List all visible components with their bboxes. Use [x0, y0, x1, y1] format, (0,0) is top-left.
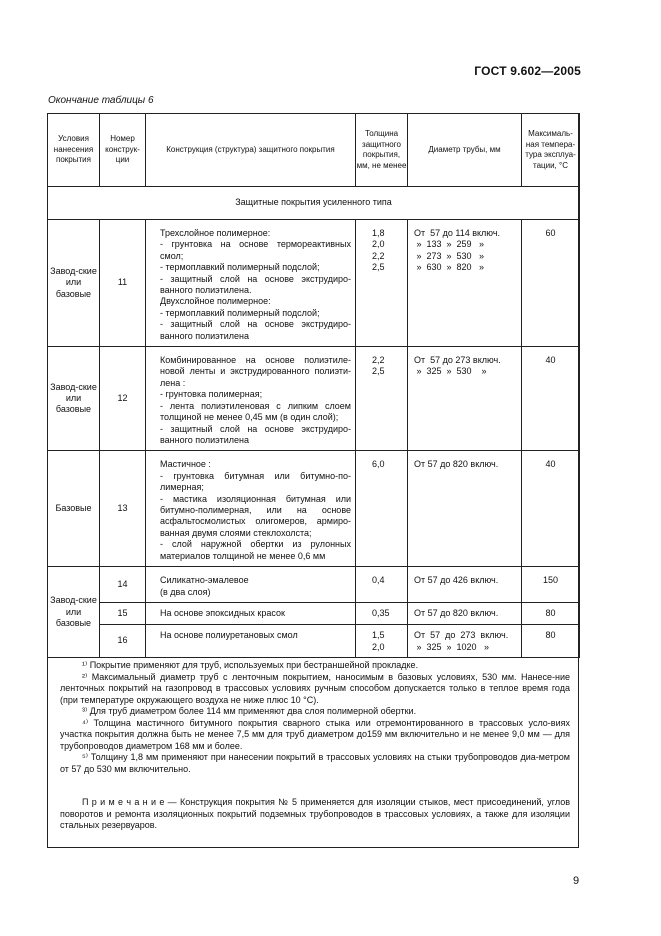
cell-condition: Базовые — [48, 451, 100, 567]
footnote: ⁵⁾ Толщину 1,8 мм применяют при нанесении покрытий в трассовых условиях на стыки трубопроводов диа-метром от 57 до 530 мм включительно. — [60, 752, 570, 774]
cell-construction — [146, 625, 356, 658]
footnote: ¹⁾ Покрытие применяют для труб, используемых при бестраншейной прокладке. — [82, 660, 419, 670]
construction-line: - защитный слой на основе экструдиро-ванного полиэтилена — [160, 319, 351, 341]
cell-thickness: 6,0 — [356, 451, 408, 567]
note-text: — Конструкция покрытия № 5 применяется для изоляции стыков, мест присоединений, углов поворотов и ремонта изоляционных покрытий подземных трубопроводов в трассовых условиях, а также для изоляции стальных резервуаров. — [60, 797, 570, 830]
construction-line: Трехслойное полимерное: — [160, 228, 271, 238]
cell-temperature: 40 — [522, 347, 580, 451]
construction-line: - термоплавкий полимерный подслой; — [160, 307, 320, 318]
page-number: 9 — [573, 875, 580, 887]
footnote: ³⁾ Для труб диаметром более 114 мм применяют два слоя полимерной обертки. — [82, 706, 417, 716]
construction-line: - грунтовка на основе термореактивных смол; — [160, 239, 351, 261]
cell-temperature: 80 — [522, 625, 580, 658]
construction-line: - слой наружной обертки из рулонных материалов толщиной не менее 0,6 мм — [160, 539, 351, 561]
table-row — [48, 625, 580, 658]
cell-construction — [146, 567, 356, 603]
cell-diameter: От 57 до 114 включ. » 133 » 259 » » 273 » 530 » » 630 » 820 » — [408, 220, 522, 347]
cell-temperature: 80 — [522, 603, 580, 625]
table-row — [48, 220, 580, 347]
construction-line: На основе полиуретановых смол — [160, 630, 298, 641]
section-title: Защитные покрытия усиленного типа — [48, 187, 580, 220]
construction-line: - лента полиэтиленовая с липким слоем толщиной не менее 0,45 мм (в один слой); — [160, 400, 351, 423]
construction-line: Мастичное : — [160, 459, 211, 470]
table-row — [48, 347, 580, 451]
cell-temperature: 150 — [522, 567, 580, 603]
cell-thickness: 1,8 2,0 2,2 2,5 — [356, 220, 408, 347]
cell-temperature: 40 — [522, 451, 580, 567]
cell-diameter: От 57 до 273 включ. » 325 » 530 » — [408, 347, 522, 451]
construction-line: - грунтовка битумная или битумно-по-лимерная; — [160, 470, 351, 493]
construction-line: Комбинированное на основе полиэтиле-новой ленты и экструдированного полиэти-лена : — [160, 355, 351, 388]
table-caption: Окончание таблицы 6 — [48, 95, 154, 106]
cell-construction — [146, 220, 356, 347]
cell-number: 15 — [100, 603, 146, 625]
cell-thickness: 1,5 2,0 — [356, 625, 408, 658]
cell-number: 12 — [100, 347, 146, 451]
cell-diameter: От 57 до 426 включ. — [408, 567, 522, 603]
table-note — [60, 797, 570, 832]
cell-number: 14 — [100, 567, 146, 603]
cell-condition: Завод-ские или базовые — [48, 567, 100, 658]
table-row — [48, 603, 580, 625]
construction-line: - защитный слой на основе экструдиро-ванного полиэтилена. — [160, 273, 351, 296]
cell-construction — [146, 603, 356, 625]
col-header-number: Номер конструк-ции — [100, 114, 146, 187]
construction-line: - термоплавкий полимерный подслой; — [160, 262, 320, 273]
construction-line: - защитный слой на основе экструдиро-ванного полиэтилена — [160, 423, 351, 445]
col-header-condition: Условия нанесения покрытия — [48, 114, 100, 187]
cell-diameter: От 57 до 820 включ. — [408, 603, 522, 625]
construction-line: Двухслойное полимерное: — [160, 296, 271, 307]
footnotes-block — [60, 660, 570, 832]
cell-diameter: От 57 до 273 включ. » 325 » 1020 » — [408, 625, 522, 658]
construction-line: На основе эпоксидных красок — [160, 608, 285, 619]
construction-line: - грунтовка полимерная; — [160, 389, 263, 400]
table-row — [48, 567, 580, 603]
cell-construction — [146, 347, 356, 451]
col-header-diameter: Диаметр трубы, мм — [408, 114, 522, 187]
cell-number: 13 — [100, 451, 146, 567]
cell-construction — [146, 451, 356, 567]
footnote: ²⁾ Максимальный диаметр труб с ленточным покрытием, наносимым в базовых условиях, 530 мм. Нанесе-ние ленточных покрытий на газопровод в трассовых условиях ручным способом допускается только в теплое время года (при температуре окружающего воздуха не ниже плюс 10 °С). — [60, 671, 570, 705]
construction-line: (в два слоя) — [160, 586, 211, 597]
table-row — [48, 451, 580, 567]
cell-condition: Завод-ские или базовые — [48, 347, 100, 451]
table-header-row — [48, 114, 580, 187]
col-header-temperature: Максималь-ная темпера-тура эксплуа-тации, °С — [522, 114, 580, 187]
construction-line: Силикатно-эмалевое — [160, 575, 249, 586]
cell-temperature: 60 — [522, 220, 580, 347]
document-code: ГОСТ 9.602—2005 — [474, 64, 581, 78]
cell-number: 11 — [100, 220, 146, 347]
cell-number: 16 — [100, 625, 146, 658]
col-header-thickness: Толщина защитного покрытия, мм, не менее — [356, 114, 408, 187]
cell-condition: Завод-ские или базовые — [48, 220, 100, 347]
coating-table — [47, 113, 580, 658]
construction-line: - мастика изоляционная битумная или битумно-полимерная, или на основе асфальтосмолистых олигомеров, армиро-ванная двумя слоями стеклохолста; — [160, 493, 351, 538]
footnote: ⁴⁾ Толщина мастичного битумного покрытия сварного стыка или отремонтированного в трассовых усло-виях участка покрытия должна быть не менее 7,5 мм для труб диаметром до159 мм включительно и не менее 9,0 мм — для трубопроводов диаметром 168 мм и более. — [60, 717, 570, 751]
section-row — [48, 187, 580, 220]
cell-diameter: От 57 до 820 включ. — [408, 451, 522, 567]
note-label: П р и м е ч а н и е — [82, 797, 165, 807]
cell-thickness: 0,35 — [356, 603, 408, 625]
cell-thickness: 0,4 — [356, 567, 408, 603]
cell-thickness: 2,2 2,5 — [356, 347, 408, 451]
col-header-construction: Конструкция (структура) защитного покрытия — [146, 114, 356, 187]
